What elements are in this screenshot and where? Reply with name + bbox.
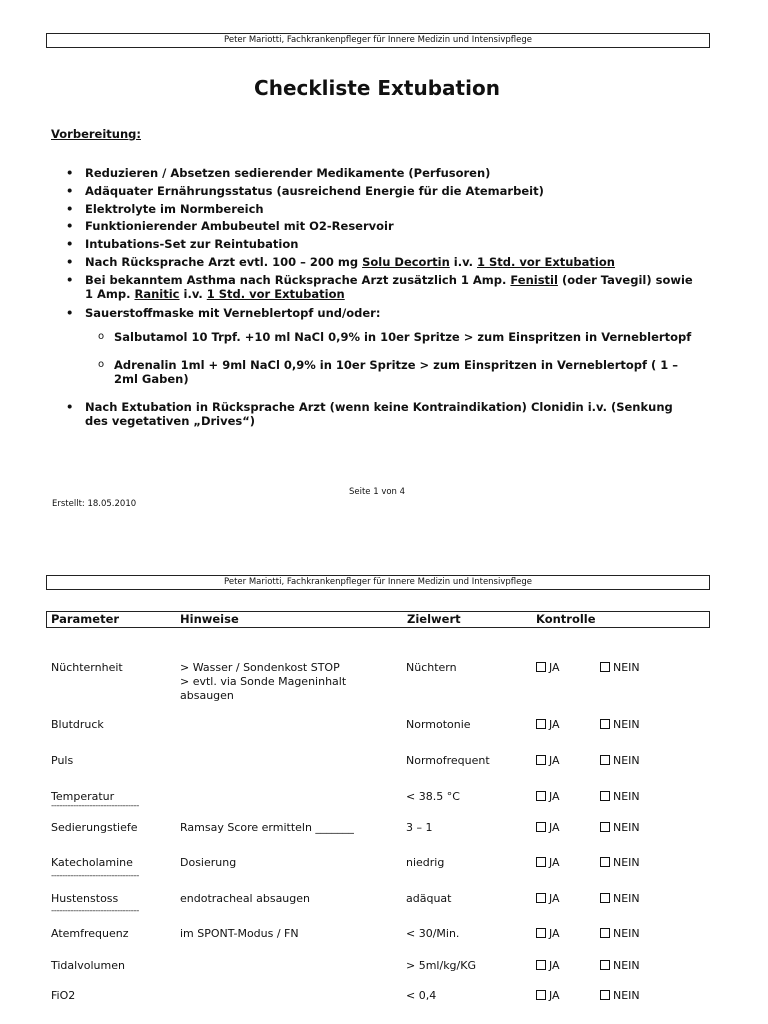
checkbox-ja[interactable]	[536, 856, 560, 870]
checkbox-square-icon[interactable]	[536, 822, 546, 832]
cell-zielwert: 3 – 1	[406, 821, 433, 834]
cell-parameter: Hustenstoss	[51, 892, 119, 905]
cell-zielwert: < 38.5 °C	[406, 790, 460, 803]
checkbox-square-icon[interactable]	[600, 990, 610, 1000]
checkbox-label: JA	[549, 989, 560, 1002]
cell-parameter: FiO2	[51, 989, 76, 1002]
cell-zielwert: Normofrequent	[406, 754, 490, 767]
checkbox-nein[interactable]	[600, 661, 640, 675]
checkbox-label: NEIN	[613, 661, 640, 674]
cell-parameter: Nüchternheit	[51, 661, 123, 674]
cell-zielwert: < 30/Min.	[406, 927, 460, 940]
list-item: • Nach Rücksprache Arzt evtl. 100 – 200 mg Solu Decortin i.v. 1 Std. vor Extubation	[66, 254, 615, 269]
cell-hinweise: > Wasser / Sondenkost STOP > evtl. via Sonde Mageninhalt absaugen	[180, 661, 347, 702]
list-item: • Nach Extubation in Rücksprache Arzt (wenn keine Kontraindikation) Clonidin i.v. (Senkung des vegetativen „Drives“)	[66, 399, 673, 428]
sub-list	[98, 330, 696, 386]
dash-separator: --------------------------------	[51, 906, 139, 916]
checkbox-ja[interactable]	[536, 959, 560, 973]
cell-parameter: Temperatur	[51, 790, 115, 803]
sub-list-item: o Salbutamol 10 Trpf. +10 ml NaCl 0,9% in 10er Spritze > zum Einspritzen in Verneblertopf	[98, 329, 692, 344]
checkbox-label: JA	[549, 754, 560, 767]
checkbox-nein[interactable]	[600, 718, 640, 732]
list-item: • Adäquater Ernährungsstatus (ausreichend Energie für die Atemarbeit)	[66, 183, 544, 198]
checkbox-square-icon[interactable]	[600, 755, 610, 765]
checkbox-label: NEIN	[613, 718, 640, 731]
column-header-parameter: Parameter	[51, 612, 120, 626]
cell-parameter: Atemfrequenz	[51, 927, 129, 940]
cell-parameter: Tidalvolumen	[51, 959, 125, 972]
cell-parameter: Blutdruck	[51, 718, 104, 731]
page-header: Peter Mariotti, Fachkrankenpfleger für Innere Medizin und Intensivpflege	[46, 33, 710, 48]
checkbox-square-icon[interactable]	[536, 662, 546, 672]
checkbox-ja[interactable]	[536, 892, 560, 906]
page-title: Checkliste Extubation	[254, 76, 500, 100]
checkbox-square-icon[interactable]	[536, 719, 546, 729]
checkbox-label: JA	[549, 892, 560, 905]
checkbox-label: NEIN	[613, 821, 640, 834]
checkbox-label: JA	[549, 790, 560, 803]
cell-zielwert: < 0,4	[406, 989, 437, 1002]
cell-zielwert: Normotonie	[406, 718, 471, 731]
checkbox-ja[interactable]	[536, 821, 560, 835]
column-header-hinweise: Hinweise	[180, 612, 239, 626]
column-header-kontrolle: Kontrolle	[536, 612, 596, 626]
checkbox-label: NEIN	[613, 856, 640, 869]
checkbox-nein[interactable]	[600, 892, 640, 906]
list-item: • Elektrolyte im Normbereich	[66, 201, 264, 216]
checkbox-square-icon[interactable]	[600, 928, 610, 938]
cell-parameter: Puls	[51, 754, 74, 767]
checkbox-square-icon[interactable]	[600, 822, 610, 832]
checkbox-square-icon[interactable]	[536, 960, 546, 970]
cell-zielwert: niedrig	[406, 856, 445, 869]
list-item: • Reduzieren / Absetzen sedierender Medikamente (Perfusoren)	[66, 166, 491, 180]
checkbox-square-icon[interactable]	[600, 893, 610, 903]
checkbox-ja[interactable]	[536, 661, 560, 675]
checkbox-square-icon[interactable]	[600, 719, 610, 729]
created-date: Erstellt: 18.05.2010	[52, 499, 137, 509]
cell-zielwert: adäquat	[406, 892, 452, 905]
checkbox-square-icon[interactable]	[600, 662, 610, 672]
checkbox-square-icon[interactable]	[536, 791, 546, 801]
checkbox-label: JA	[549, 821, 560, 834]
list-item: • Sauerstoffmaske mit Verneblertopf und/oder:	[66, 305, 381, 320]
checkbox-ja[interactable]	[536, 989, 560, 1003]
sub-list-item: o Adrenalin 1ml + 9ml NaCl 0,9% in 10er Spritze > zum Einspritzen in Verneblertopf ( 1 – 2ml Gaben)	[98, 357, 679, 386]
cell-parameter: Katecholamine	[51, 856, 133, 869]
checkbox-ja[interactable]	[536, 927, 560, 941]
checkbox-label: JA	[549, 661, 560, 674]
cell-zielwert: > 5ml/kg/KG	[406, 959, 476, 972]
checkbox-label: NEIN	[613, 790, 640, 803]
checkbox-ja[interactable]	[536, 718, 560, 732]
cell-hinweise: im SPONT-Modus / FN	[180, 927, 299, 940]
table-header	[46, 611, 710, 628]
checkbox-square-icon[interactable]	[536, 755, 546, 765]
checkbox-nein[interactable]	[600, 856, 640, 870]
preparation-list	[66, 166, 696, 432]
checkbox-label: JA	[549, 959, 560, 972]
checkbox-label: NEIN	[613, 959, 640, 972]
checkbox-label: NEIN	[613, 927, 640, 940]
checkbox-nein[interactable]	[600, 927, 640, 941]
checkbox-square-icon[interactable]	[600, 857, 610, 867]
checkbox-nein[interactable]	[600, 989, 640, 1003]
checkbox-nein[interactable]	[600, 790, 640, 804]
checkbox-label: NEIN	[613, 989, 640, 1002]
checkbox-square-icon[interactable]	[536, 928, 546, 938]
checkbox-label: NEIN	[613, 754, 640, 767]
page-number: Seite 1 von 4	[348, 487, 406, 497]
list-item: • Bei bekanntem Asthma nach Rücksprache Arzt zusätzlich 1 Amp. Fenistil (oder Tavegil) sowie 1 Amp. Ranitic i.v. 1 Std. vor Extubation	[66, 272, 693, 301]
list-item: • Funktionierender Ambubeutel mit O2-Reservoir	[66, 219, 394, 234]
checkbox-nein[interactable]	[600, 754, 640, 768]
checkbox-square-icon[interactable]	[536, 857, 546, 867]
checkbox-ja[interactable]	[536, 790, 560, 804]
cell-hinweise: endotracheal absaugen	[180, 892, 310, 905]
checkbox-label: JA	[549, 718, 560, 731]
checkbox-label: JA	[549, 927, 560, 940]
cell-zielwert: Nüchtern	[406, 661, 457, 674]
checkbox-label: NEIN	[613, 892, 640, 905]
checkbox-nein[interactable]	[600, 959, 640, 973]
checkbox-square-icon[interactable]	[600, 960, 610, 970]
cell-hinweise: Ramsay Score ermitteln _______	[180, 821, 354, 834]
checkbox-square-icon[interactable]	[536, 990, 546, 1000]
checkbox-label: JA	[549, 856, 560, 869]
checkbox-ja[interactable]	[536, 754, 560, 768]
cell-parameter: Sedierungstiefe	[51, 821, 138, 834]
cell-hinweise: Dosierung	[180, 856, 237, 869]
column-header-zielwert: Zielwert	[407, 612, 461, 626]
checkbox-nein[interactable]	[600, 821, 640, 835]
page-header: Peter Mariotti, Fachkrankenpfleger für Innere Medizin und Intensivpflege	[46, 575, 710, 590]
checkbox-square-icon[interactable]	[600, 791, 610, 801]
section-label: Vorbereitung:	[51, 127, 141, 141]
list-item: • Intubations-Set zur Reintubation	[66, 237, 299, 252]
dash-separator: --------------------------------	[51, 801, 139, 811]
checkbox-square-icon[interactable]	[536, 893, 546, 903]
dash-separator: --------------------------------	[51, 871, 139, 881]
